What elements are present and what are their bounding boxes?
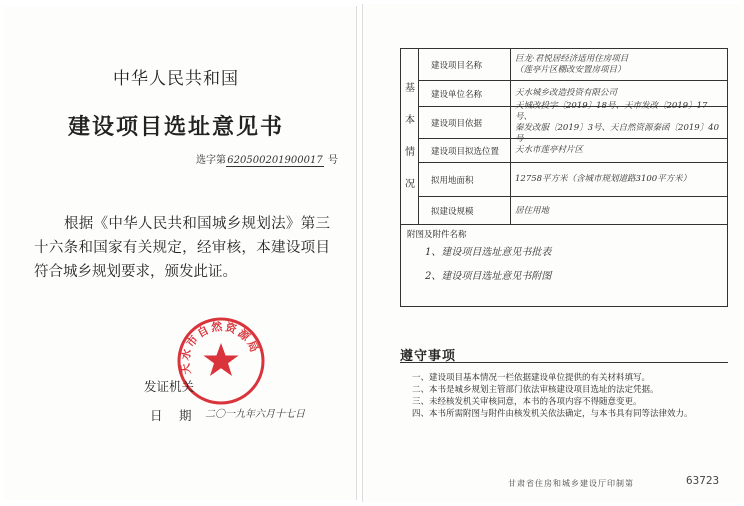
table-row [419,163,727,197]
notice-divider [400,362,728,363]
basic-info-side-label [401,49,419,224]
table-row [419,49,727,81]
notice-item: 一、建设项目基本情况一栏依据建设单位提供的有关材料填写。 [412,373,651,383]
row-value [515,163,723,196]
row-value-line: 居住用地 [515,205,550,216]
notice-item: 四、本书所需附图与附件由核发机关依法确定，与本书具有同等法律效力。 [412,409,693,419]
serial-suffix: 号 [328,155,338,166]
basic-info-table [400,48,728,225]
row-value-line: （莲亭片区棚改安置房项目） [515,64,626,75]
row-value-line: 天城改投字〔2019〕18号、天市发改〔2019〕17号、 [515,100,708,122]
side-char: 基 [405,83,415,94]
side-char: 情 [405,147,415,158]
table-row [419,197,727,225]
issue-date: 二〇一九年六月十七日 [205,409,305,420]
document-title: 建设项目选址意见书 [67,115,284,140]
row-label: 建设项目名称 [419,49,511,80]
row-value-line: 天水城乡改造投资有限公司 [515,88,618,98]
row-value [515,197,723,225]
row-label: 建设项目拟选位置 [419,139,511,162]
printer-credit: 甘肃省住房和城乡建设厅印制第 [508,479,634,488]
attachment-item: 1、建设项目选址意见书批表 [425,247,552,258]
side-char: 本 [405,115,415,126]
row-label: 建设项目依据 [419,107,511,138]
table-row [419,139,727,163]
row-label: 拟用地面积 [419,163,511,196]
row-label: 建设单位名称 [419,81,511,106]
side-char: 况 [405,179,415,190]
attachment-item: 2、建设项目选址意见书附图 [425,271,552,282]
attachments-box [400,225,728,307]
country-name: 中华人民共和国 [113,69,239,89]
row-value [515,100,723,144]
issuer-label: 发证机关 [144,379,195,394]
notice-title: 遵守事项 [400,349,457,364]
row-value [515,49,723,80]
row-value-line: 12758平方米（含城市规划道路3100平方米） [515,174,692,184]
print-number: 63723 [686,474,720,487]
serial-number-row [196,151,338,167]
row-value [515,139,723,162]
attachments-title: 附图及附件名称 [407,230,467,240]
serial-prefix: 选字第 [196,155,226,166]
table-row [419,100,727,144]
row-value-line: 天水市莲亭村片区 [515,145,584,155]
serial-number: 620500201900017 [227,155,323,166]
certificate-body-text: 根据《中华人民共和国城乡规划法》第三十六条和国家有关规定，经审核，本建设项目符合城乡规划要求，颁发此证。 [34,216,330,280]
date-label: 日 期 [150,408,194,423]
seal-text: 天水市自然资源局 [178,320,262,376]
row-value-line: 巨龙·君悦居经济适用住房项目 [515,53,629,64]
row-label: 拟建设规模 [419,197,511,225]
seal-star-icon [203,343,238,376]
notice-item: 三、未经核发机关审核同意，本书的各项内容不得随意变更。 [412,397,642,407]
notice-item: 二、本书是城乡规划主管部门依法审核建设项目选址的法定凭据。 [412,385,659,395]
row-value-line: 秦发改服〔2019〕3号、天自然资源秦函〔2019〕40号 [515,122,719,144]
